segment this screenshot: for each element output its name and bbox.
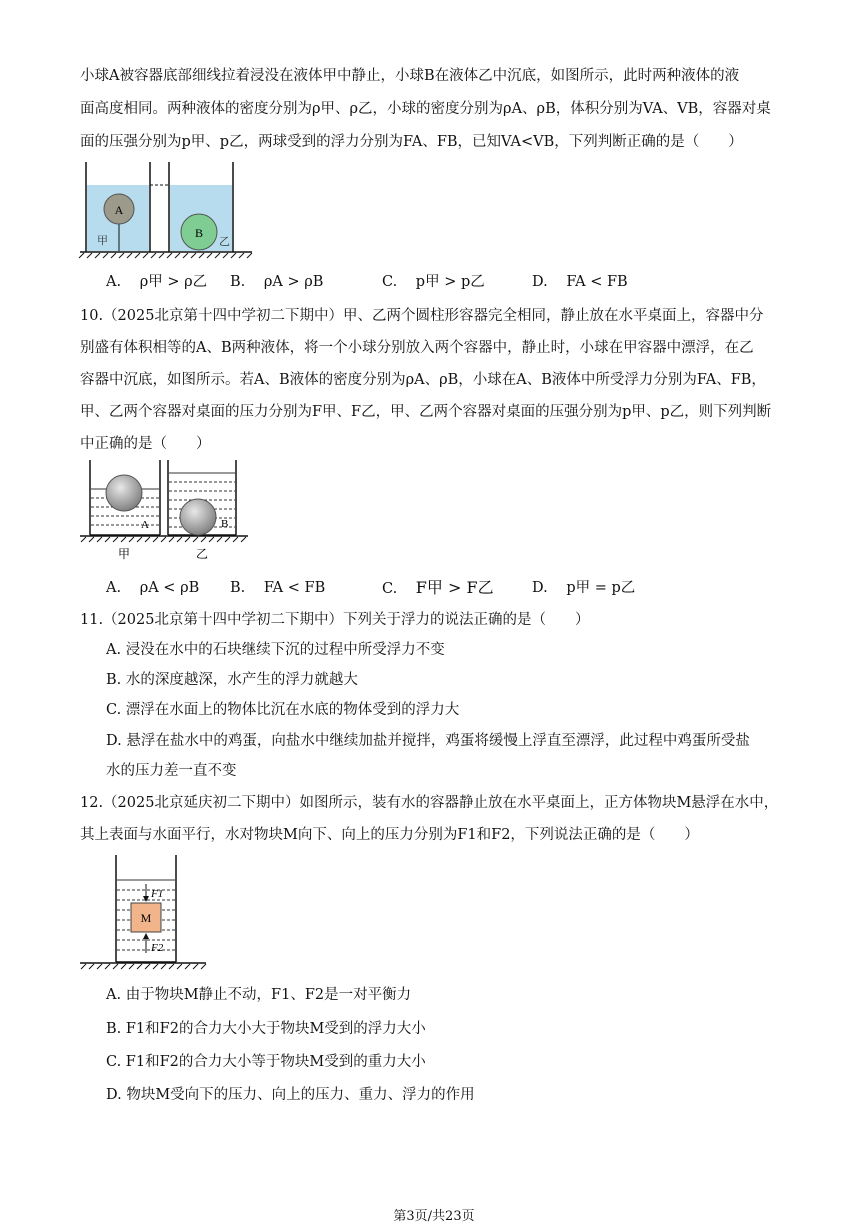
option-text: F甲 > F乙	[415, 578, 494, 597]
q11-option-c[interactable]: C. 漂浮在水面上的物体比沉在水底的物体受到的浮力大	[106, 702, 460, 718]
liquid-b-label: B	[221, 518, 229, 530]
option-letter: B.	[230, 274, 246, 290]
q12-line-2: 其上表面与水面平行，水对物块M向下、向上的压力分别为F1和F2，下列说法正确的是（ ）	[80, 827, 699, 843]
q10-line-5: 中正确的是（ ）	[80, 436, 211, 452]
q9-line-3: 面的压强分别为p甲、p乙，两球受到的浮力分别为FA、FB，已知VA<VB，下列判断正确的是（ ）	[80, 134, 743, 150]
container-label-right: 乙	[196, 547, 209, 561]
option-text: FA < FB	[263, 580, 326, 596]
option-letter: D.	[532, 580, 548, 596]
container-label-left: 甲	[118, 547, 131, 561]
option-letter: B.	[230, 580, 246, 596]
q10-line-3: 容器中沉底，如图所示。若A、B液体的密度分别为ρA、ρB，小球在A、B液体中所受浮力分别为FA、FB，	[80, 372, 766, 388]
q9-line-2: 面高度相同。两种液体的密度分别为ρ甲、ρ乙，小球的密度分别为ρA、ρB，体积分别为VA、VB，容器对桌	[80, 101, 771, 117]
q12-option-d[interactable]: D. 物块M受向下的压力、向上的压力、重力、浮力的作用	[106, 1087, 475, 1103]
option-text: ρA > ρB	[263, 274, 324, 290]
q12-option-b[interactable]: B. F1和F2的合力大小大于物块M受到的浮力大小	[106, 1021, 426, 1037]
container-label-left: 甲	[97, 234, 108, 247]
ball-a-label: A	[114, 203, 124, 217]
option-letter: A.	[106, 274, 122, 290]
q11-stem: 11.（2025北京第十四中学初二下期中）下列关于浮力的说法正确的是（ ）	[80, 612, 590, 628]
q11-option-b[interactable]: B. 水的深度越深，水产生的浮力就越大	[106, 672, 358, 688]
option-text: ρ甲 > ρ乙	[139, 274, 208, 290]
option-text: FA < FB	[566, 274, 628, 290]
q12-option-c[interactable]: C. F1和F2的合力大小等于物块M受到的重力大小	[106, 1054, 426, 1070]
force-f2-label: F2	[151, 942, 164, 954]
q11-option-a[interactable]: A. 浸没在水中的石块继续下沉的过程中所受浮力不变	[106, 642, 445, 658]
option-letter: A.	[106, 580, 122, 596]
block-m-label: M	[140, 911, 152, 925]
q11-option-d[interactable]: D. 悬浮在盐水中的鸡蛋，向盐水中继续加盐并搅拌，鸡蛋将缓慢上浮直至漂浮，此过程中鸡蛋所受盐	[106, 733, 750, 749]
option-text: ρA < ρB	[139, 580, 200, 596]
liquid-a-label: A	[141, 519, 149, 531]
q10-line-2: 别盛有体积相等的A、B两种液体，将一个小球分别放入两个容器中，静止时，小球在甲容器中漂浮，在乙	[80, 340, 754, 356]
option-letter: C.	[382, 581, 398, 597]
force-f1-label: F1	[151, 888, 164, 900]
option-letter: D.	[532, 274, 548, 290]
option-letter: C.	[382, 274, 398, 290]
q9-line-1: 小球A被容器底部细线拉着浸没在液体甲中静止，小球B在液体乙中沉底，如图所示，此时两种液体的液	[80, 68, 740, 84]
q10-line-4: 甲、乙两个容器对桌面的压力分别为F甲、F乙，甲、乙两个容器对桌面的压强分别为p甲、p乙，则下列判断	[80, 404, 772, 420]
q11-option-d-cont: 水的压力差一直不变	[106, 763, 237, 779]
page-footer: 第3页/共23页	[393, 1209, 475, 1224]
option-text: p甲 > p乙	[415, 274, 485, 290]
option-text: p甲 = p乙	[566, 580, 636, 596]
q12-option-a[interactable]: A. 由于物块M静止不动，F1、F2是一对平衡力	[106, 987, 412, 1003]
q12-line-1: 12.（2025北京延庆初二下期中）如图所示，装有水的容器静止放在水平桌面上，正方体物块M悬浮在水中，	[80, 795, 779, 811]
ball-b-label: B	[194, 226, 204, 240]
q10-line-1: 10.（2025北京第十四中学初二下期中）甲、乙两个圆柱形容器完全相同，静止放在水平桌面上，容器中分	[80, 308, 764, 324]
container-label-right: 乙	[219, 235, 230, 248]
